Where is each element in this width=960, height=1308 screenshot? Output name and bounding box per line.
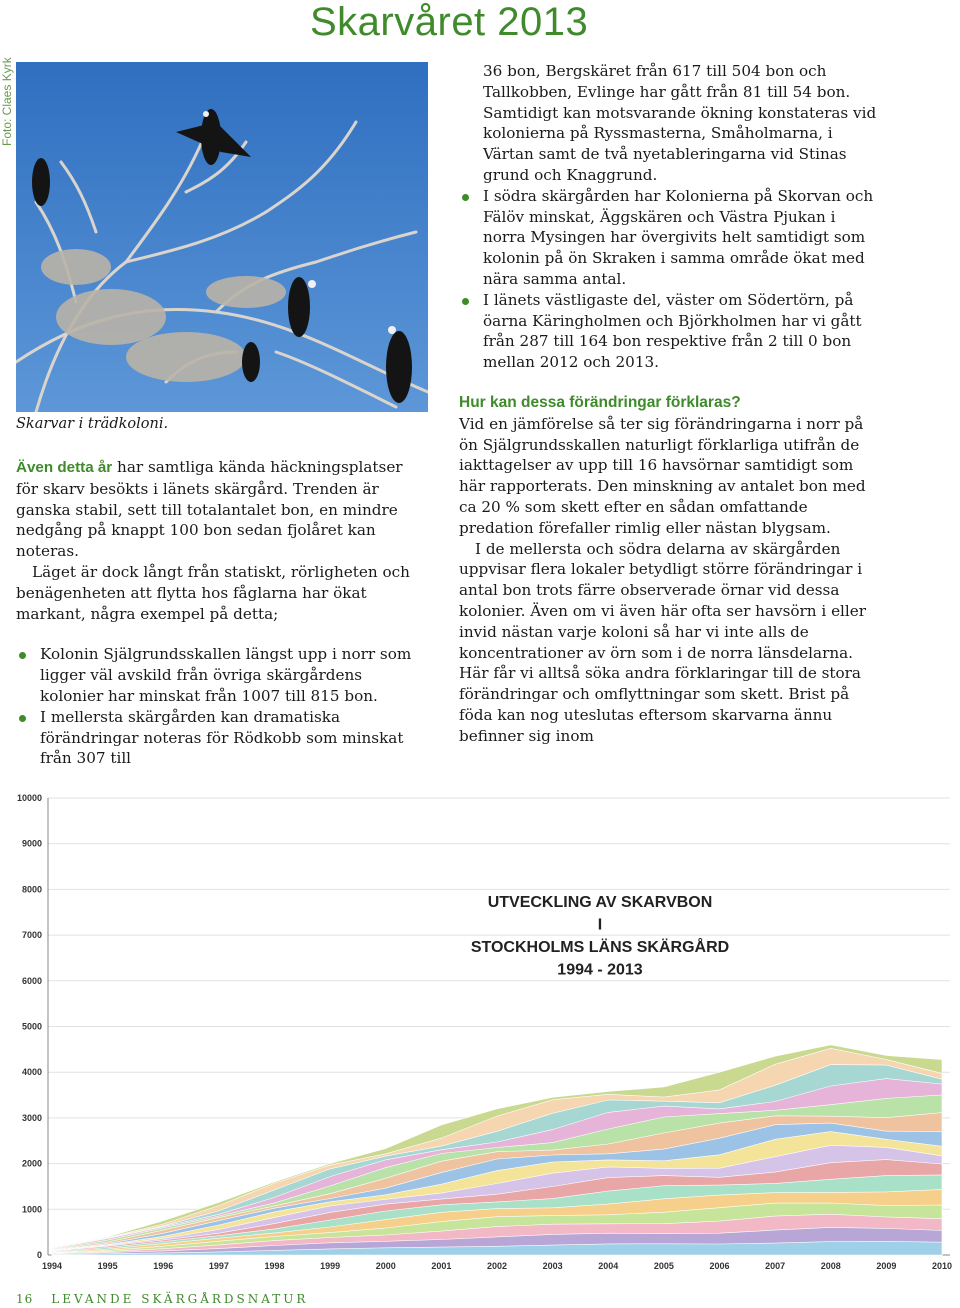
x-tick-label: 1997 [208,1261,229,1271]
cormorant-photo [16,62,428,412]
x-tick-label: 2005 [653,1261,674,1271]
continued-text: 36 bon, Bergskäret från 617 till 504 bon och Tallkobben, Evlinge har gått från 81 till 54 bon. Samtidigt kan motsvarande ökning konstateras vid kolonierna på Ryssmasterna, Småholmarna, i Värtan samt de två nyetableringarna vid Stinas grund och Knaggrund. [483,62,877,184]
x-tick-label: 2010 [931,1261,953,1271]
y-tick-label: 10000 [16,793,42,803]
x-tick-label: 2008 [820,1261,841,1271]
y-tick-label: 2000 [21,1158,42,1169]
y-tick-label: 5000 [21,1021,42,1032]
x-tick-label: 2000 [375,1261,396,1271]
chart-areas [52,1045,942,1255]
x-tick-label: 1994 [41,1261,63,1271]
y-tick-label: 0 [36,1250,42,1260]
chart-title-line: STOCKHOLMS LÄNS SKÄRGÅRD [470,939,730,956]
x-tick-label: 1999 [320,1261,341,1271]
y-tick-label: 7000 [21,930,42,941]
x-tick-label: 2007 [765,1261,786,1271]
page-number: 16 [16,1292,34,1306]
y-tick-label: 9000 [21,838,42,849]
x-tick-label: 2009 [876,1261,897,1271]
x-tick-label: 2002 [486,1261,508,1271]
cormorant-colony-illustration [16,62,428,412]
y-tick-label: 3000 [21,1112,42,1123]
y-tick-label: 4000 [21,1067,42,1078]
bullet-list-left [16,644,428,769]
nest-trend-chart [0,785,960,1285]
x-tick-label: 2001 [431,1261,452,1271]
chart-title-line: 1994 - 2013 [557,961,643,979]
magazine-name: LEVANDE SKÄRGÅRDSNATUR [51,1292,309,1306]
x-tick-label: 1998 [264,1261,285,1271]
chart-title-line: UTVECKLING AV SKARVBON [487,894,713,911]
y-tick-label: 6000 [21,975,42,986]
lead-text: Även detta år [16,459,113,476]
x-tick-label: 1996 [153,1261,174,1271]
x-axis-ticks [42,1261,952,1271]
photo-caption: Skarvar i trädkoloni. [16,416,169,432]
y-tick-label: 1000 [21,1204,42,1215]
page-title: Skarvåret 2013 [310,0,589,44]
intro-text: har samtliga kända häckningsplatser för skarv besökts i länets skärgård. Trenden är ganska stabil, sett till totalantalet bon, en mindre nedgång på knappt 100 bon sedan fjolåret kan noteras. [16,458,403,561]
x-tick-label: 2006 [709,1261,730,1271]
chart-title [471,894,729,979]
page-footer [16,1292,308,1306]
bullet-item: I södra skärgården har Kolonierna på Skorvan och Fälöv minskat, Äggskären och Västra Pjukan i norra Mysingen har övergivits helt samtidigt som kolonin på ön Skraken i samma område ökat med nära samma antal. [459,186,879,290]
intro-paragraph [16,457,428,562]
section-heading: Hur kan dessa förändringar förklaras? [459,393,741,411]
bullet-item: I mellersta skärgården kan dramatiska förändringar noteras för Rödkobb som minskat från 307 till [16,707,428,769]
paragraph-2: Läget är dock långt från statiskt, rörligheten och benägenheten att flytta hos fåglarna har ökat markant, några exempel på detta; [16,562,410,623]
paragraph-4: I de mellersta och södra delarna av skärgården uppvisar flera lokaler betydligt större förändringar i antal bon trots färre observerade örnar vid dessa kolonier. Även om vi även här ofta ser havsörn i eller invid nästan varje koloni så har vi inte alls de koncentrationer av örn som i de norra länsdelarna. Här får vi alltså söka andra förklaringar till de stora förändringar och omflyttningar som skett. Brist på föda kan nog uteslutas eftersom skarvarna ännu befinner sig inom [459,539,867,745]
y-axis-ticks [17,793,42,1260]
x-tick-label: 2003 [542,1261,563,1271]
paragraph-3: Vid en jämförelse så ter sig förändringarna i norr på ön Själgrundsskallen naturligt förklarliga utifrån de iakttagelser av upp till 16 havsörnar samtidigt som här rapporterats. Den minskning av antalet bon med ca 20 % som skett efter en sådan omfattande predation förefaller rimlig eller nästan blygsam. [459,414,866,537]
bullet-list-right [459,186,879,373]
right-column [459,61,879,747]
photo-credit: Foto: Claes Kyrk [0,57,14,146]
x-tick-label: 2004 [598,1261,619,1271]
chart-title-line: I [597,916,603,934]
bullet-item: Kolonin Själgrundsskallen längst upp i norr som ligger väl avskild från övriga skärgårdens kolonier har minskat från 1007 till 815 bon. [16,644,428,706]
left-column [16,457,428,769]
x-tick-label: 1995 [97,1261,118,1271]
bullet-item: I länets västligaste del, väster om Södertörn, på öarna Käringholmen och Björkholmen har vi gått från 287 till 164 bon respektive från 2 till 0 bon mellan 2012 och 2013. [459,290,879,373]
y-tick-label: 8000 [21,884,42,895]
